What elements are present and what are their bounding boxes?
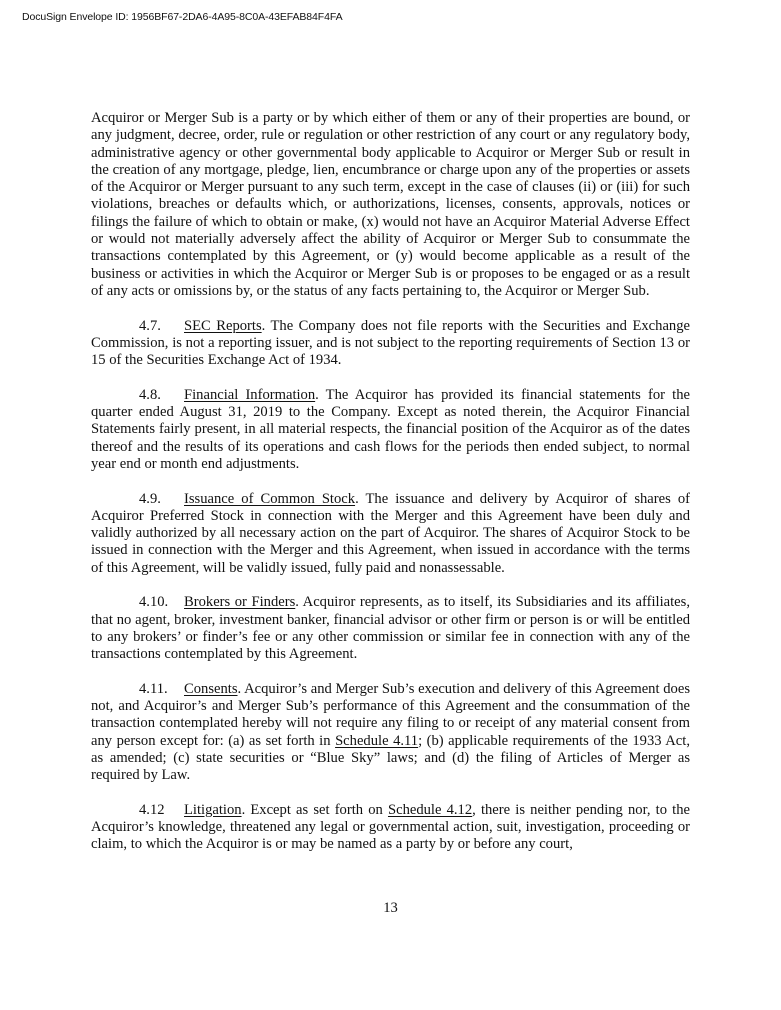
section-number: 4.7. [139,317,161,334]
section-4-11 [91,681,690,785]
section-title: Financial Information [184,386,316,403]
section-4-10 [91,594,690,663]
schedule-4-11-reference: Schedule 4.11 [335,732,419,749]
page-number: 13 [383,900,398,916]
section-text: . Acquiror represents, as to itself, its Subsidiaries and its affiliates, that no agent, broker, investment banker, financial advisor or other firm or person is or will be entitled to any brokers’ or finder’s fee or any other commission or similar fee in connection with any of the transactions contemplated by this Agreement. [91,594,690,663]
section-number: 4.12 [139,801,165,818]
section-title: Consents [184,680,238,697]
section-text: ; (b) applicable requirements of the 1933 Act, as amended; (c) state securities or “Blue Sky” laws; and (d) the filing of Articles of Merger as required by Law. [91,732,690,784]
document-body [91,110,690,871]
section-text: . The Company does not file reports with the Securities and Exchange Commission, is not a reporting issuer, and is not subject to the reporting requirements of Section 13 or 15 of the Securities Exchange Act of 1934. [91,317,690,369]
docusign-envelope-id: DocuSign Envelope ID: 1956BF67-2DA6-4A95-8C0A-43EFAB84F4FA [22,11,343,23]
section-text: . The Acquiror has provided its financial statements for the quarter ended August 31, 2019 to the Company. Except as noted therein, the Acquiror Financial Statements fairly present, in all material respects, the financial position of the Acquiror as of the dates thereof and the results of its operations and cash flows for the periods then ended subject, to normal year end or month end adjustments. [91,386,690,472]
continuation-paragraph: Acquiror or Merger Sub is a party or by which either of them or any of their properties are bound, or any judgment, decree, order, rule or regulation or other restriction of any court or any regulatory body, administrative agency or other governmental body applicable to Acquiror or Merger Sub or result in the creation of any mortgage, pledge, lien, encumbrance or charge upon any of the properties or assets of the Acquiror or Merger pursuant to any such term, except in the case of clauses (ii) or (iii) for such violations, breaches or defaults which, or authorizations, licenses, consents, approvals, notices or filings the failure of which to obtain or make, (x) would not have an Acquiror Material Adverse Effect or would not materially adversely affect the ability of Acquiror or Merger Sub to consummate the transactions contemplated by this Agreement, or (y) would become applicable as a result of the business or activities in which the Acquiror or Merger Sub is or proposes to be engaged or as a result of any acts or omissions by, or the status of any facts pertaining to, the Acquiror or Merger Sub. [91,110,690,299]
schedule-4-12-reference: Schedule 4.12 [387,801,473,818]
section-title: Brokers or Finders [184,594,296,611]
section-title: SEC Reports [184,317,262,334]
section-text: . The issuance and delivery by Acquiror of shares of Acquiror Preferred Stock in connection with the Merger and this Agreement have been duly and validly authorized by all necessary action on the part of Acquiror. The shares of Acquiror Stock to be issued in connection with the Merger and this Agreement, when issued in accordance with the terms of this Agreement, will be validly issued, fully paid and nonassessable. [91,490,690,576]
section-4-8 [91,387,690,473]
section-title: Issuance of Common Stock [184,490,356,507]
section-4-9 [91,491,690,577]
section-number: 4.10. [139,594,169,611]
section-4-12 [91,802,690,854]
section-text: . Acquiror’s and Merger Sub’s execution and delivery of this Agreement does not, and Acquiror’s and Merger Sub’s performance of this Agreement and the consummation of the transaction contemplated hereby will not require any filing to or receipt of any material consent from any person except for: (a) as set forth in [91,680,690,749]
section-number: 4.9. [139,490,161,507]
section-number: 4.11. [139,680,168,697]
section-number: 4.8. [139,386,161,403]
section-title: Litigation [184,801,242,818]
section-text: , there is neither pending nor, to the Acquiror’s knowledge, threatened any legal or governmental action, suit, investigation, proceeding or claim, to which the Acquiror is or may be named as a party by or before any court, [91,801,690,853]
section-4-7 [91,318,690,370]
section-text: . Except as set forth on [241,801,388,818]
